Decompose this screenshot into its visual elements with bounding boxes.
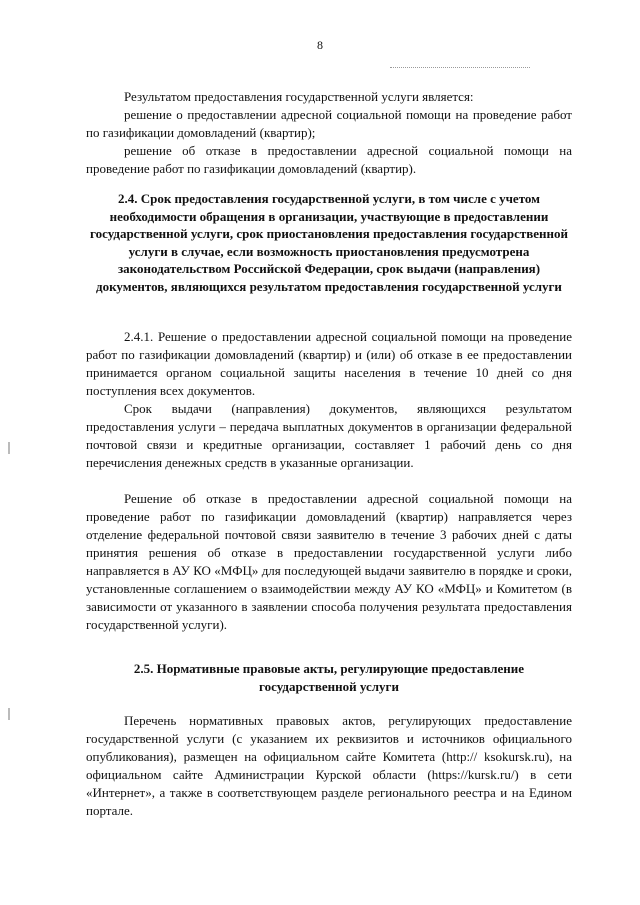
result-grant-paragraph: решение о предоставлении адресной социальной помощи на проведение работ по газификации домовладений (квартир); [86, 107, 572, 140]
section-2-4-heading: 2.4. Срок предоставления государственной услуги, в том числе с учетом необходимости обращения в организации, участвующие в предоставлении государственной услуги, срок приостановления предоставления государственной услуги в случае, если возможность приостановления предусмотрена законодательством Российской Федерации, срок выдачи (направления) документов, являющихся результатом предоставления государственной услуги [90, 191, 568, 294]
section-2-5-paragraph: Перечень нормативных правовых актов, регулирующих предоставление государственной услуги (с указанием их реквизитов и источников официального опубликования), размещен на официальном сайте Комитета (http:// ksokursk.ru), на официальном сайте Администрации Курской области (https://kursk.ru/) в сети «Интернет», а также в соответствующем разделе регионального реестра и на Едином портале. [86, 713, 572, 818]
result-intro-paragraph: Результатом предоставления государственной услуги является: [124, 89, 474, 104]
section-2-4-paragraph-3: Решение об отказе в предоставлении адресной социальной помощи на проведение работ по газификации домовладений (квартир) направляется через отделение федеральной почтовой связи заявителю в течение 3 рабочих дней с даты принятия решения об отказе в предоставлении государственной услуги либо направляется в АУ КО «МФЦ» для последующей выдачи заявителю в порядке и сроки, установленные соглашением о взаимодействии между АУ КО «МФЦ» и Комитетом (в зависимости от указанного в заявлении способа получения результата предоставления государственной услуги). [86, 491, 572, 632]
page-number: 8 [317, 38, 323, 52]
scan-margin-mark [8, 442, 10, 454]
section-2-4-paragraph-1: 2.4.1. Решение о предоставлении адресной социальной помощи на проведение работ по газификации домовладений (квартир) и (или) об отказе в ее предоставлении принимается органом социальной защиты населения в течение 10 дней со дня поступления всех документов. [86, 329, 572, 398]
scan-margin-mark [8, 708, 10, 720]
section-2-4-paragraph-2: Срок выдачи (направления) документов, являющихся результатом предоставления услуги – передача выплатных документов в организации федеральной почтовой связи и кредитные организации, составляет 1 рабочий день со дня перечисления денежных средств в указанные организации. [86, 401, 572, 470]
result-refusal-paragraph: решение об отказе в предоставлении адресной социальной помощи на проведение работ по газификации домовладений (квартир). [86, 143, 572, 176]
section-2-5-heading: 2.5. Нормативные правовые акты, регулирующие предоставление государственной услуги [133, 661, 525, 694]
scan-artifact-line [390, 67, 530, 70]
